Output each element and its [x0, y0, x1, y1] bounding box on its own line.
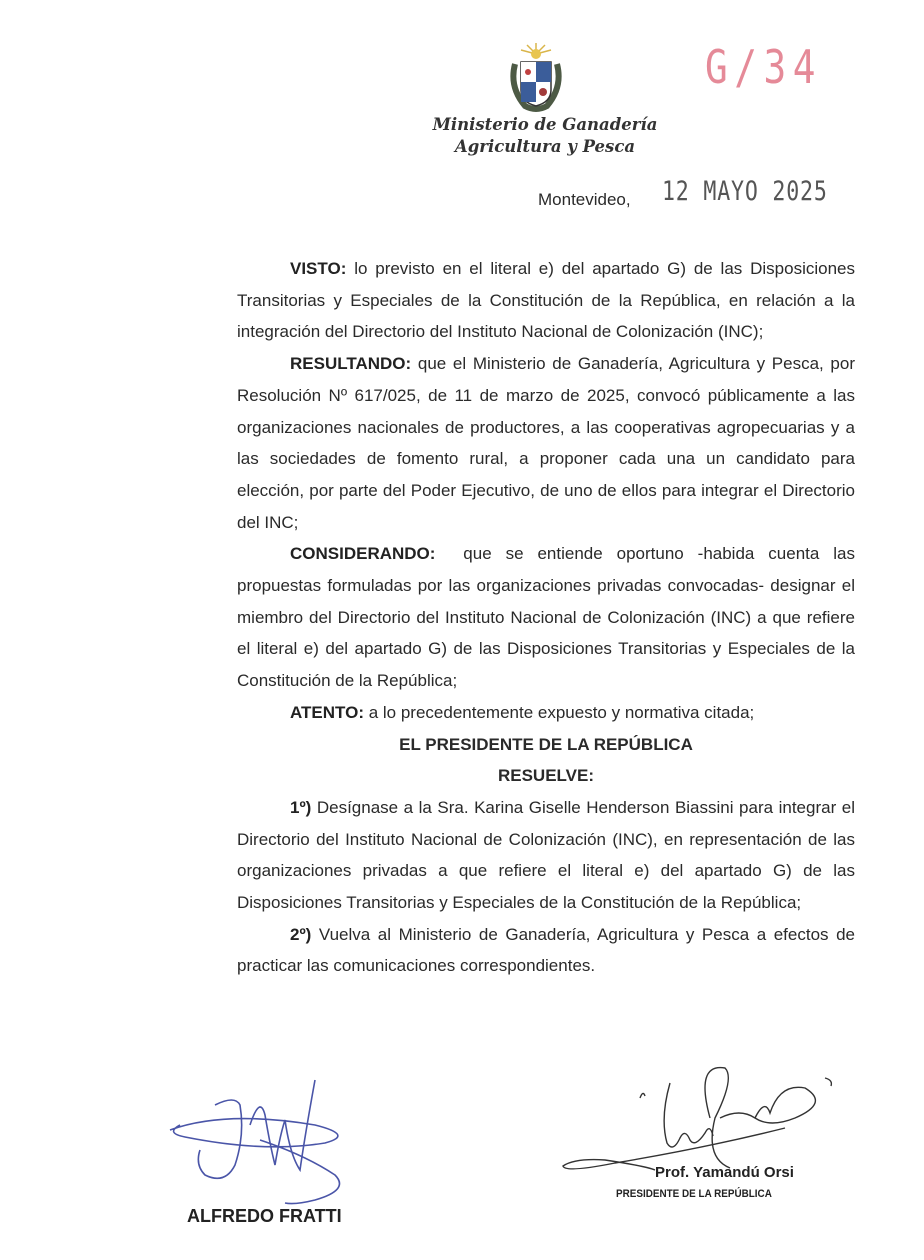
- president-heading: EL PRESIDENTE DE LA REPÚBLICA: [399, 734, 693, 754]
- article-1-label: 1º): [290, 797, 312, 817]
- resolution-number-stamp: G/34: [705, 40, 823, 94]
- resultando-text: que el Ministerio de Ganadería, Agricultura y Pesca, por Resolución Nº 617/025, de 11 de marzo de 2025, convocó públicamente a las organizaciones nacionales de productores, a las cooperativas agropecuarias y a las sociedades de fomento rural, a proponer cada una un candidato para elección, por parte del Poder Ejecutivo, de uno de ellos para integrar el Directorio del INC;: [237, 354, 855, 532]
- article-1-text: Desígnase a la Sra. Karina Giselle Henderson Biassini para integrar el Directorio del Instituto Nacional de Colonización (INC), en representación de las organizaciones privadas a que refiere el literal e) del apartado G) de las Disposiciones Transitorias y Especiales de la Constitución de la República;: [237, 797, 855, 913]
- considerando-paragraph: [237, 538, 860, 697]
- article-1: [237, 792, 855, 919]
- ministry-name-line1: Ministerio de Ganadería: [432, 115, 658, 134]
- visto-text: lo previsto en el literal e) del apartado G) de las Disposiciones Transitorias y Especiales de la Constitución de la República, en relación a la integración del Directorio del Instituto Nacional de Colonización (INC);: [237, 259, 855, 342]
- atento-text: a lo precedentemente expuesto y normativa citada;: [363, 702, 755, 722]
- signature-left: [165, 1075, 365, 1205]
- article-2: [237, 919, 855, 982]
- signatory-name-left: ALFREDO FRATTI: [187, 1206, 342, 1226]
- resolution-body: [237, 253, 860, 982]
- coat-of-arms-icon: [505, 42, 567, 114]
- resuelve-heading: RESUELVE:: [497, 766, 595, 786]
- considerando-label: CONSIDERANDO:: [290, 544, 436, 564]
- resultando-label: RESULTANDO:: [290, 354, 412, 374]
- visto-label: VISTO:: [290, 259, 347, 278]
- ministry-name-line2: Agricultura y Pesca: [454, 137, 636, 156]
- article-2-text: Vuelva al Ministerio de Ganadería, Agricultura y Pesca a efectos de practicar las comunicaciones correspondientes.: [237, 924, 855, 976]
- atento-label: ATENTO:: [290, 702, 364, 722]
- ministry-letterhead: [400, 114, 690, 158]
- article-2-label: 2º): [290, 924, 312, 944]
- date-stamp: 12 MAYO 2025: [662, 176, 828, 207]
- resultando-paragraph: [237, 348, 855, 538]
- place: Montevideo,: [538, 190, 631, 209]
- atento-paragraph: [237, 697, 855, 729]
- visto-paragraph: [237, 253, 855, 348]
- signatory-name-right: Prof. Yamandú Orsi: [655, 1164, 794, 1181]
- considerando-text: que se entiende oportuno -habida cuenta las propuestas formuladas por las organizaciones privadas convocadas- designar el miembro del Directorio del Instituto Nacional de Colonización (INC) a que refiere el literal e) del apartado G) de las Disposiciones Transitorias y Especiales de la Constitución de la República;: [237, 544, 860, 691]
- signatory-role-right: PRESIDENTE DE LA REPÚBLICA: [616, 1188, 772, 1200]
